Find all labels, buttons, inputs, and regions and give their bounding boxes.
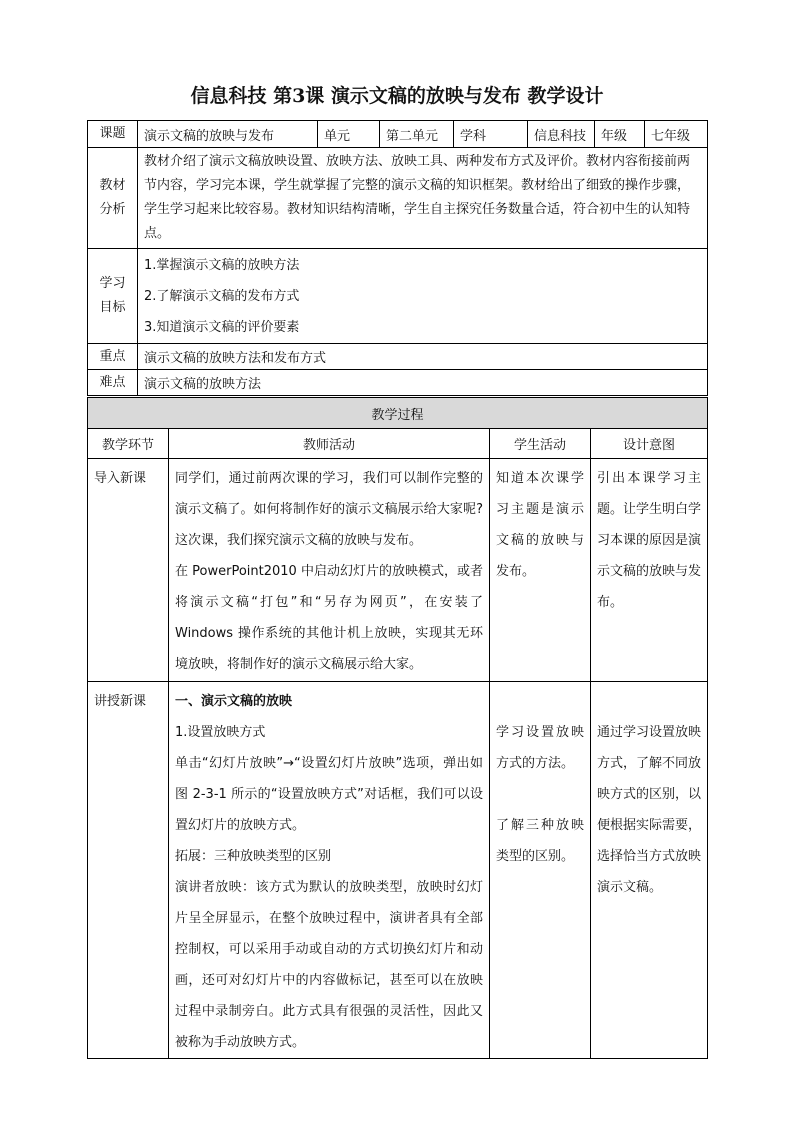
subject-value: 信息科技 [528,121,595,148]
goals-label-line2: 目标 [99,300,126,315]
design-intent: 引出本课学习主题。让学生明白学习本课的原因是演示文稿的放映与发布。 [597,471,702,610]
design-intent: 通过学习设置放映方式，了解不同放映方式的区别，以便根据实际需要，选择恰当方式放映演示文稿。 [597,725,702,895]
extension-heading: 拓展：三种放映类型的区别 [175,849,332,864]
stage-cell [88,682,169,1059]
teacher-paragraph: 演讲者放映：该方式为默认的放映类型，放映时幻灯片呈全屏显示，在整个放映过程中，演讲者具有全部控制权，可以采用手动或自动的方式切换幻灯片和动画，还可对幻灯片中的内容做标记，甚至可以在放映过程中录制旁白。此方式具有很强的灵活性，因此又被称为手动放映方式。 [175,880,483,1050]
subject-label: 学科 [454,121,528,148]
stage-new-lesson: 讲授新课 [94,694,147,709]
student-cell [490,459,591,682]
analysis-text: 教材介绍了演示文稿放映设置、放映方法、放映工具、两种发布方式及评价。教材内容衔接前两节内容，学习完本课，学生就掌握了完整的演示文稿的知识框架。教材给出了细致的操作步骤，学生学习起来比较容易。教材知识结构清晰，学生自主探究任务数量合适，符合初中生的认知特点。 [138,148,708,249]
goal-item: 1.掌握演示文稿的放映方法 [144,257,300,273]
intent-cell [591,459,708,682]
topic-value: 演示文稿的放映与发布 [138,121,318,148]
unit-value: 第二单元 [380,121,454,148]
student-activity: 了解三种放映类型的区别。 [496,818,584,864]
intent-cell [591,682,708,1059]
stage-cell [88,459,169,682]
column-header-teacher: 教师活动 [169,429,490,459]
goals-list [138,249,708,344]
teacher-paragraph: 同学们，通过前两次课的学习，我们可以制作完整的演示文稿了。如何将制作好的演示文稿展示给大家呢?这次课，我们探究演示文稿的放映与发布。 [175,471,483,548]
course-info-table [87,120,708,396]
teacher-cell [169,682,490,1059]
difficult-point-label: 难点 [88,370,138,396]
teacher-cell [169,459,490,682]
stage-intro: 导入新课 [94,471,147,486]
document-title: 信息科技 第3课 演示文稿的放映与发布 教学设计 [190,85,604,107]
column-header-intent: 设计意图 [591,429,708,459]
goals-label [88,249,138,344]
column-header-stage: 教学环节 [88,429,169,459]
goal-item: 2.了解演示文稿的发布方式 [144,288,300,304]
section-heading: 一、演示文稿的放映 [175,694,293,709]
student-activity: 知道本次课学习主题是演示文稿的放映与发布。 [496,471,584,579]
analysis-label-line1: 教材 [99,178,126,193]
key-point-label: 重点 [88,344,138,370]
student-cell [490,682,591,1059]
student-activity: 学习设置放映方式的方法。 [496,725,584,771]
key-point-text: 演示文稿的放映方法和发布方式 [138,344,708,370]
teacher-paragraph: 单击“幻灯片放映”→“设置幻灯片放映”选项，弹出如图 2-3-1 所示的“设置放映方式”对话框，我们可以设置幻灯片的放映方式。 [175,756,483,833]
unit-label: 单元 [318,121,380,148]
column-header-student: 学生活动 [490,429,591,459]
analysis-label-line2: 分析 [99,202,126,217]
goals-label-line1: 学习 [99,276,126,291]
topic-label: 课题 [88,121,138,148]
process-banner: 教学过程 [88,398,708,429]
teacher-paragraph: 在 PowerPoint2010 中启动幻灯片的放映模式，或者将演示文稿“打包”和“另存为网页”，在安装了 Windows 操作系统的其他计机上放映，实现其无环境放映，将制作好的演示文稿展示给大家。 [175,564,483,672]
subsection-heading: 1.设置放映方式 [175,725,266,740]
difficult-point-text: 演示文稿的放映方法 [138,370,708,396]
teaching-process-table [87,397,708,1059]
grade-label: 年级 [595,121,645,148]
analysis-label [88,148,138,249]
goal-item: 3.知道演示文稿的评价要素 [144,319,300,335]
grade-value: 七年级 [645,121,708,148]
